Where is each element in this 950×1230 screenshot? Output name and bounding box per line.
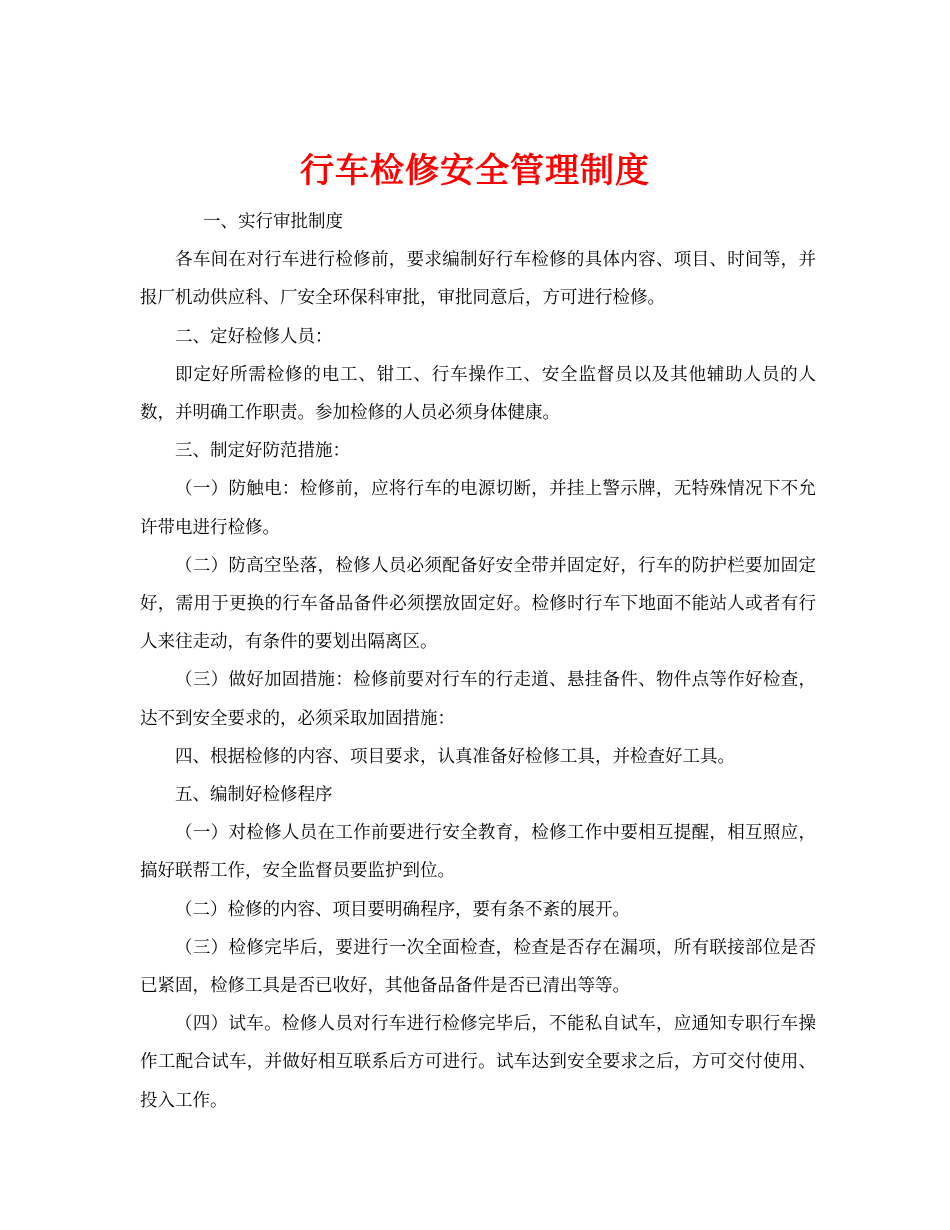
paragraph-reinforcement: （三）做好加固措施：检修前要对行车的行走道、悬挂备件、物件点等作好检查，达不到安全要求的，必须采取加固措施： (140, 670, 816, 729)
document-body (140, 203, 816, 1120)
paragraph-inspection: （三）检修完毕后，要进行一次全面检查，检查是否存在漏项，所有联接部位是否已紧固，检修工具是否已收好，其他备品备件是否已清出等等。 (140, 937, 816, 997)
paragraph-personnel: 即定好所需检修的电工、钳工、行车操作工、安全监督员以及其他辅助人员的人数，并明确工作职责。参加检修的人员必须身体健康。 (140, 364, 816, 424)
paragraph-test-run: （四）试车。检修人员对行车进行检修完毕后，不能私自试车，应通知专职行车操作工配合试车，并做好相互联系后方可进行。试车达到安全要求之后，方可交付使用、投入工作。 (140, 1014, 816, 1111)
paragraph-safety-education: （一）对检修人员在工作前要进行安全教育，检修工作中要相互提醒，相互照应，搞好联帮工作，安全监督员要监护到位。 (140, 823, 816, 882)
paragraph-section-5-heading: 五、编制好检修程序 (175, 785, 333, 806)
paragraph-electric-shock: （一）防触电：检修前，应将行车的电源切断，并挂上警示牌，无特殊情况下不允许带电进行检修。 (140, 479, 816, 538)
paragraph-procedure: （二）检修的内容、项目要明确程序，要有条不紊的展开。 (175, 899, 630, 920)
paragraph-fall-protection: （二）防高空坠落，检修人员必须配备好安全带并固定好，行车的防护栏要加固定好，需用于更换的行车备品备件必须摆放固定好。检修时行车下地面不能站人或者有行人来往走动，有条件的要划出隔离区。 (140, 555, 816, 653)
paragraph-section-2-heading: 二、定好检修人员： (175, 326, 333, 347)
paragraph-section-1-heading: 一、实行审批制度 (203, 212, 343, 232)
document-title: 行车检修安全管理制度 (300, 150, 650, 191)
paragraph-section-4-tools: 四、根据检修的内容、项目要求，认真准备好检修工具，并检查好工具。 (175, 746, 735, 767)
paragraph-approval: 各车间在对行车进行检修前，要求编制好行车检修的具体内容、项目、时间等，并报厂机动供应科、厂安全环保科审批，审批同意后，方可进行检修。 (140, 250, 816, 309)
paragraph-section-3-heading: 三、制定好防范措施： (175, 441, 350, 462)
